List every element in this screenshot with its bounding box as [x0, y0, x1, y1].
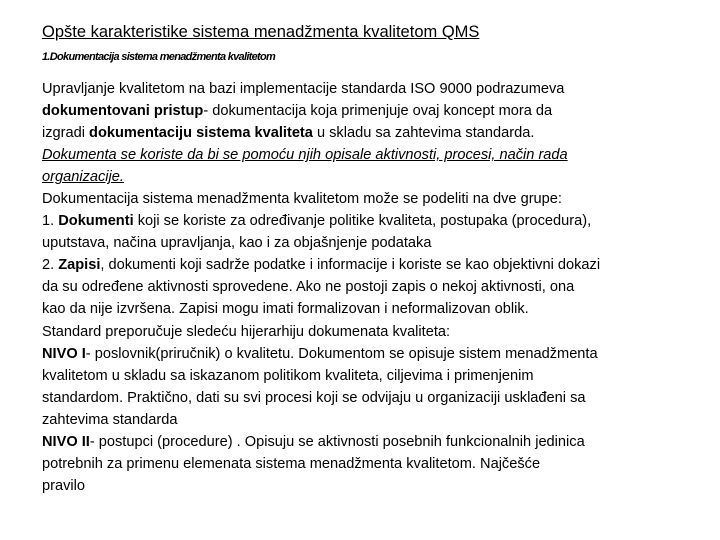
text-line [42, 210, 692, 232]
text-fragment: , dokumenti koji sadrže podatke i informacije i koriste se kao objektivni dokazi [100, 257, 601, 274]
text-line [42, 122, 692, 144]
section-subtitle: 1.Dokumentacija sistema menadžmenta kvalitetom [42, 51, 276, 63]
paragraph-documents-purpose [42, 144, 692, 188]
list-number: 2. [42, 257, 59, 274]
text-line [42, 343, 692, 365]
paragraph-documentation-groups [42, 188, 692, 210]
text-fragment: u skladu sa zahtevima standarda. [312, 125, 535, 142]
paragraph-hierarchy [42, 321, 692, 343]
text-line: potrebnih za primenu elemenata sistema menadžmenta kvalitetom. Najčešće [42, 455, 541, 472]
list-item-documents [42, 210, 692, 254]
bold-term: Zapisi [58, 257, 101, 274]
text-line [42, 100, 692, 122]
bold-term: Dokumenti [58, 213, 134, 230]
text-line: Dokumentacija sistema menadžmenta kvalitetom može se podeliti na dve grupe: [42, 191, 562, 208]
text-line: Standard preporučuje sledeću hijerarhiju dokumenata kvaliteta: [42, 323, 451, 340]
level-two-item [42, 431, 692, 497]
text-line: zahtevima standarda [42, 411, 178, 428]
text-line [42, 431, 692, 453]
bold-term: NIVO I [42, 345, 86, 362]
text-line: uputstava, načina upravljanja, kao i za objašnjenje podataka [42, 235, 432, 252]
text-line: kao da nije izvršena. Zapisi mogu imati formalizovan i neformalizovan oblik. [42, 301, 529, 318]
bold-term: NIVO II [42, 433, 90, 450]
text-line: organizacije. [42, 169, 124, 186]
text-fragment: koji se koriste za određivanje politike kvaliteta, postupaka (procedura), [133, 213, 592, 230]
text-line: pravilo [42, 477, 85, 494]
level-one-item [42, 343, 692, 431]
text-fragment: izgradi [42, 125, 90, 142]
text-line: Upravljanje kvalitetom na bazi implementacije standarda ISO 9000 podrazumeva [42, 81, 565, 97]
text-line: Dokumenta se koriste da bi se pomoću njih opisale aktivnosti, procesi, način rada [42, 147, 568, 164]
slide-title: Opšte karakteristike sistema menadžmenta kvalitetom QMS [42, 23, 480, 41]
text-fragment: - poslovnik(priručnik) o kvalitetu. Dokumentom se opisuje sistem menadžmenta [85, 345, 598, 362]
text-fragment: - postupci (procedure) . Opisuju se aktivnosti posebnih funkcionalnih jedinica [89, 433, 585, 450]
text-line: standardom. Praktično, dati su svi procesi koji se odvijaju u organizaciji usklađeni sa [42, 389, 586, 406]
text-line: kvalitetom u skladu sa iskazanom politikom kvaliteta, ciljevima i primenjenim [42, 367, 534, 384]
text-line: da su određene aktivnosti sprovedene. Ako ne postoji zapis o nekoj aktivnosti, ona [42, 279, 575, 296]
bold-term: dokumentovani pristup [42, 103, 204, 120]
text-line [42, 254, 692, 276]
text-fragment: - dokumentacija koja primenjuje ovaj koncept mora da [203, 103, 553, 120]
list-item-records [42, 254, 692, 320]
bold-term: dokumentaciju sistema kvaliteta [89, 125, 313, 142]
list-number: 1. [42, 213, 59, 230]
slide-body [42, 78, 692, 497]
paragraph-quality-management [42, 78, 692, 144]
